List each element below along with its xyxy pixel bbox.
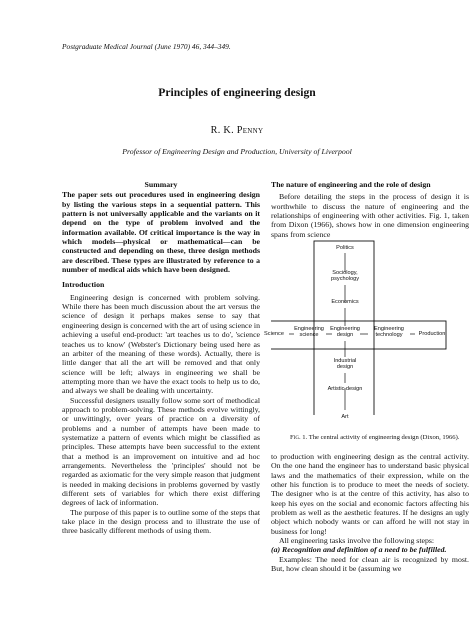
node-artistic-design: Artistic design [327,386,363,392]
node-economics: Economics [331,299,359,305]
nature-heading: The nature of engineering and the role of design [271,180,431,189]
intro-paragraph-1: Engineering design is concerned with problem solving. While there has been much discussion about the art versus the science of design it perhaps makes sense to say that engineering design is concerned with the art of using science in achieving a useful end-product: 'art teaches us to do', 'science teaches us to know' (Webster's Dictionary being used here as an arbiter of the meaning of these words). Actually, there is little danger that all the art will be removed and that only science will be left; always in engineering we shall be attempting more than we have the exact tools to help us to do, and always we shall be dealing with uncertainty. [62,292,260,396]
node-sociology: Sociology, psychology [331,270,359,283]
step-a: (a) Recognition and definition of a need to be fulfilled. [271,545,447,555]
caption-label: Fig. 1. [290,434,308,441]
journal-reference: Postgraduate Medical Journal (June 1970) 46, 344–349. [62,42,231,51]
right-column-bottom [271,452,469,573]
intro-paragraph-2: Successful designers usually follow some sort of methodical approach to problem-solving. These methods evolve wittingly, or unwittingly, over years of practice on a diversity of problems and a number of attempts have been made to systematize a pattern of events which might be classified as principles. These attempts have been successful to the extent that a method is an improvement on intuitive and ad hoc arrangements. Nevertheless the 'principles' should not be regarded as axiomatic for the very simple reason that judgment is needed in making decisions in problems governed by vastly different sets of variables for which there exist differing degrees of lack of information. [62,395,260,508]
examples-paragraph: Examples: The need for clean air is recognized by most. But, how clean should it be (assuming we [271,554,469,574]
node-art: Art [341,414,349,420]
nature-paragraph: Before detailing the steps in the process of design it is worthwhile to discuss the nature of engineering and the relationships of engineering with other activities. Fig. 1, taken from Dixon (1966), shows how in one dimension engineering spans from science [271,192,469,239]
summary-heading: Summary [144,180,178,189]
node-science: Science [264,331,284,337]
left-column [62,180,260,536]
author-affiliation: Professor of Engineering Design and Production, University of Liverpool [122,147,352,156]
introduction-heading: Introduction [62,280,105,290]
node-engineering-design: Engineering design [330,326,360,339]
caption-text: The central activity of engineering design (Dixon, 1966). [308,434,460,441]
author-name: R. K. Penny [210,125,264,136]
right-column-top [271,180,469,239]
node-industrial-design: Industrial design [333,358,357,371]
node-engineering-science: Engineering science [294,326,324,339]
node-production: Production [418,331,446,337]
figure-1-caption [290,434,468,442]
paper-title: Principles of engineering design [158,86,316,99]
summary-text: The paper sets out procedures used in engineering design by listing the various steps in a sequential pattern. This pattern is not universally applicable and the variants on it depend on the type of problem involved and the information available. Of critical importance is the way in which models—physical or mathematical—can be constructed and depending on these, three design methods are described. These types are illustrated by reference to a number of medical aids which have been designed. [62,190,260,275]
node-engineering-technology: Engineering technology [374,326,404,339]
figure-1-diagram [264,240,469,420]
steps-intro: All engineering tasks involve the following steps: [279,536,435,546]
continuation-paragraph: to production with engineering design as the central activity. On the one hand the engineer has to understand basic physical laws and the mathematics of their expression, while on the other his function is to produce to meet the needs of society. The designer who is at the centre of this activity, has also to keep his eyes on the social and economic factors affecting his problem as well as the aesthetic features. If he designs an ugly object which nobody wants or can afford he will not stay in business for long! [271,452,469,536]
intro-paragraph-3: The purpose of this paper is to outline some of the steps that take place in the design process and to illustrate the use of three basically different methods of using them. [62,507,260,536]
node-politics: Politics [336,245,354,251]
